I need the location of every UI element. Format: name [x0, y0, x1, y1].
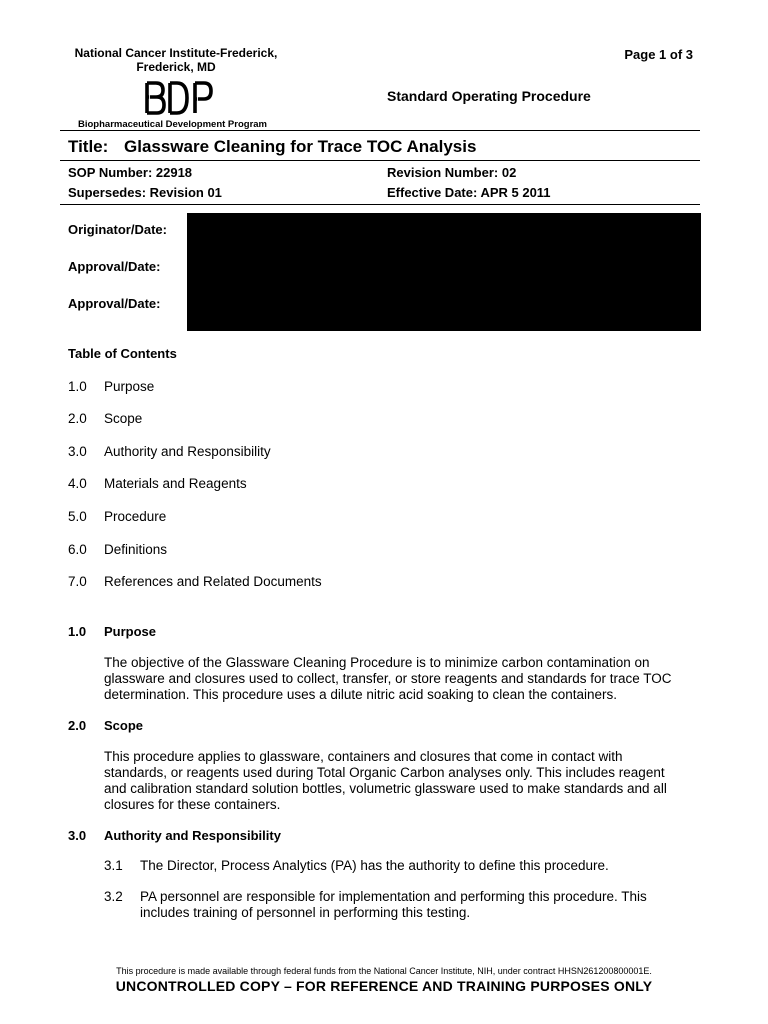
authority-item-3-1: 3.1 The Director, Process Analytics (PA) has the authority to define this procedure. — [104, 858, 609, 873]
sop-number: SOP Number: 22918 — [68, 165, 193, 180]
program-name: Biopharmaceutical Development Program — [78, 119, 267, 130]
section-heading-authority: 3.0 Authority and Responsibility — [68, 828, 281, 843]
header-divider — [60, 130, 700, 131]
document-title — [68, 137, 476, 157]
revision-number: Revision Number: 02 — [387, 165, 517, 180]
toc-item: 1.0 Purpose — [68, 379, 155, 394]
originator-date-label: Originator/Date: — [68, 222, 167, 237]
section-heading-purpose: 1.0 Purpose — [68, 624, 157, 639]
toc-item: 5.0 Procedure — [68, 509, 167, 524]
title-text: Glassware Cleaning for Trace TOC Analysis — [124, 137, 477, 156]
effective-date: Effective Date: APR 5 2011 — [387, 185, 551, 200]
title-divider — [60, 160, 700, 161]
approval-date-label-1: Approval/Date: — [68, 259, 161, 274]
organization-line-1: National Cancer Institute-Frederick, — [74, 46, 278, 60]
authority-item-3-2: 3.2 PA personnel are responsible for implementation and performing this procedure. This includes training of personnel in performing this testing. — [104, 889, 647, 920]
toc-item: 4.0 Materials and Reagents — [68, 476, 247, 491]
bdp-logo — [142, 80, 214, 116]
section-heading-scope: 2.0 Scope — [68, 718, 144, 733]
toc-title: Table of Contents — [68, 346, 177, 361]
uncontrolled-copy-notice: UNCONTROLLED COPY – FOR REFERENCE AND TRAINING PURPOSES ONLY — [115, 978, 653, 994]
toc-item: 6.0 Definitions — [68, 542, 168, 557]
purpose-paragraph: The objective of the Glassware Cleaning Procedure is to minimize carbon contamination on glassware and closures used to collect, transfer, or store reagents and standards for trace TOC determination. This procedure uses a dilute nitric acid soaking to clean the containers. — [104, 655, 672, 702]
supersedes: Supersedes: Revision 01 — [68, 185, 222, 200]
title-label: Title: — [68, 137, 109, 156]
funding-notice: This procedure is made available through federal funds from the National Cancer Institute, NIH, under contract HHSN261200800001E. — [116, 966, 652, 976]
redacted-signatures-block — [187, 213, 701, 331]
organization-name — [60, 46, 292, 74]
document-type: Standard Operating Procedure — [387, 88, 591, 104]
approval-date-label-2: Approval/Date: — [68, 296, 161, 311]
meta-divider — [60, 204, 700, 205]
toc-item: 7.0 References and Related Documents — [68, 574, 322, 589]
toc-item: 3.0 Authority and Responsibility — [68, 444, 271, 459]
scope-paragraph: This procedure applies to glassware, containers and closures that come in contact with standards, or reagents used during Total Organic Carbon analyses only. This includes reagent and calibration standard solution bottles, volumetric glassware used to make standards and all closures for these containers. — [104, 749, 667, 812]
toc-item: 2.0 Scope — [68, 411, 143, 426]
organization-line-2: Frederick, MD — [136, 60, 216, 74]
page-number: Page 1 of 3 — [624, 47, 693, 62]
